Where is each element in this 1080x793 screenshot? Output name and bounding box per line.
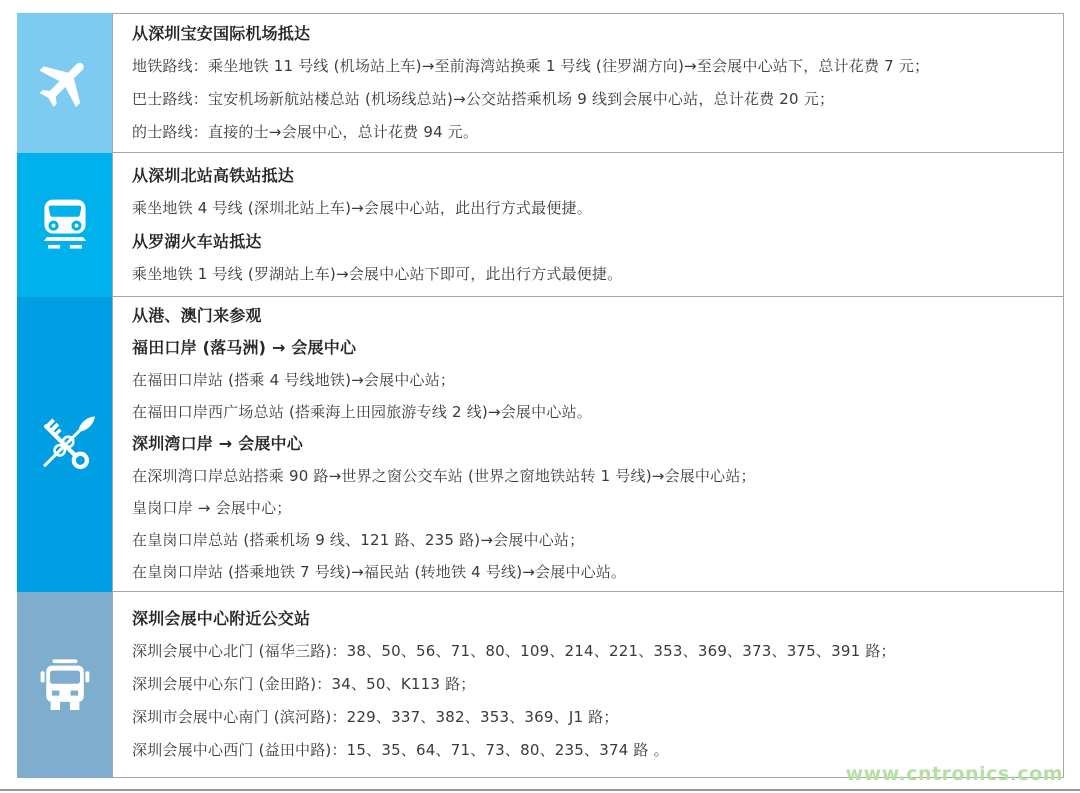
section-line: 在皇岗口岸站 (搭乘地铁 7 号线)→福民站 (转地铁 4 号线)→会展中心站。 bbox=[132, 563, 627, 581]
section-text-panel bbox=[112, 153, 1064, 297]
section-line: 皇岗口岸 → 会展中心； bbox=[132, 499, 292, 517]
section-line: 地铁路线：乘坐地铁 11 号线 (机场站上车)→至前海湾站换乘 1 号线 (往罗湖方向)→至会展中心站下，总计花费 7 元； bbox=[132, 57, 930, 75]
bottom-rule bbox=[0, 789, 1080, 791]
section-text-panel bbox=[112, 592, 1064, 778]
section-line: 深圳市会展中心南门 (滨河路)：229、337、382、353、369、J1 路； bbox=[132, 708, 619, 726]
section-line: 在福田口岸站 (搭乘 4 号线地铁)→会展中心站； bbox=[132, 371, 456, 389]
section-line: 在皇岗口岸总站 (搭乘机场 9 线、121 路、235 路)→会展中心站； bbox=[132, 531, 585, 549]
section-text-panel bbox=[112, 13, 1064, 153]
section-line: 深圳会展中心西门 (益田中路)：15、35、64、71、73、80、235、374 路 。 bbox=[132, 741, 669, 759]
section-line: 在福田口岸西广场总站 (搭乘海上田园旅游专线 2 线)→会展中心站。 bbox=[132, 403, 592, 421]
section-line: 乘坐地铁 4 号线 (深圳北站上车)→会展中心站，此出行方式最便捷。 bbox=[132, 198, 592, 217]
section-line: 的士路线：直接的士→会展中心，总计花费 94 元。 bbox=[132, 123, 479, 141]
section-title: 深圳湾口岸 → 会展中心 bbox=[132, 434, 303, 453]
section-title: 福田口岸 (落马洲) → 会展中心 bbox=[132, 338, 357, 357]
section-text-panel bbox=[112, 297, 1064, 592]
sections bbox=[17, 13, 1064, 778]
section-bus-stops bbox=[17, 592, 1064, 778]
section-line: 深圳会展中心北门 (福华三路)：38、50、56、71、80、109、214、221、353、369、373、375、391 路； bbox=[132, 642, 896, 660]
railway-icon-cell bbox=[17, 153, 112, 297]
section-airport bbox=[17, 13, 1064, 153]
watermark: www.cntronics.com bbox=[845, 763, 1063, 785]
section-title: 深圳会展中心附近公交站 bbox=[132, 609, 311, 628]
section-title: 从深圳宝安国际机场抵达 bbox=[132, 24, 311, 43]
section-line: 巴士路线：宝安机场新航站楼总站 (机场线总站)→公交站搭乘机场 9 线到会展中心站，总计花费 20 元； bbox=[132, 90, 835, 108]
airplane-icon bbox=[34, 52, 96, 114]
section-title: 从深圳北站高铁站抵达 bbox=[132, 165, 295, 185]
bus-icon bbox=[35, 655, 95, 715]
section-line: 在深圳湾口岸总站搭乘 90 路→世界之窗公交车站 (世界之窗地铁站转 1 号线)→会展中心站； bbox=[132, 467, 756, 485]
section-line: 深圳会展中心东门 (金田路)：34、50、K113 路； bbox=[132, 675, 476, 693]
airport-icon-cell bbox=[17, 13, 112, 153]
section-line: 乘坐地铁 1 号线 (罗湖站上车)→会展中心站下即可，此出行方式最便捷。 bbox=[132, 264, 623, 283]
section-title: 从罗湖火车站抵达 bbox=[132, 231, 262, 251]
customs-icon bbox=[29, 409, 101, 481]
section-title: 从港、澳门来参观 bbox=[132, 306, 262, 325]
section-railway bbox=[17, 153, 1064, 297]
train-icon bbox=[36, 196, 94, 254]
section-hk-macau bbox=[17, 297, 1064, 592]
bus-stops-icon-cell bbox=[17, 592, 112, 778]
hk-macau-icon-cell bbox=[17, 297, 112, 592]
